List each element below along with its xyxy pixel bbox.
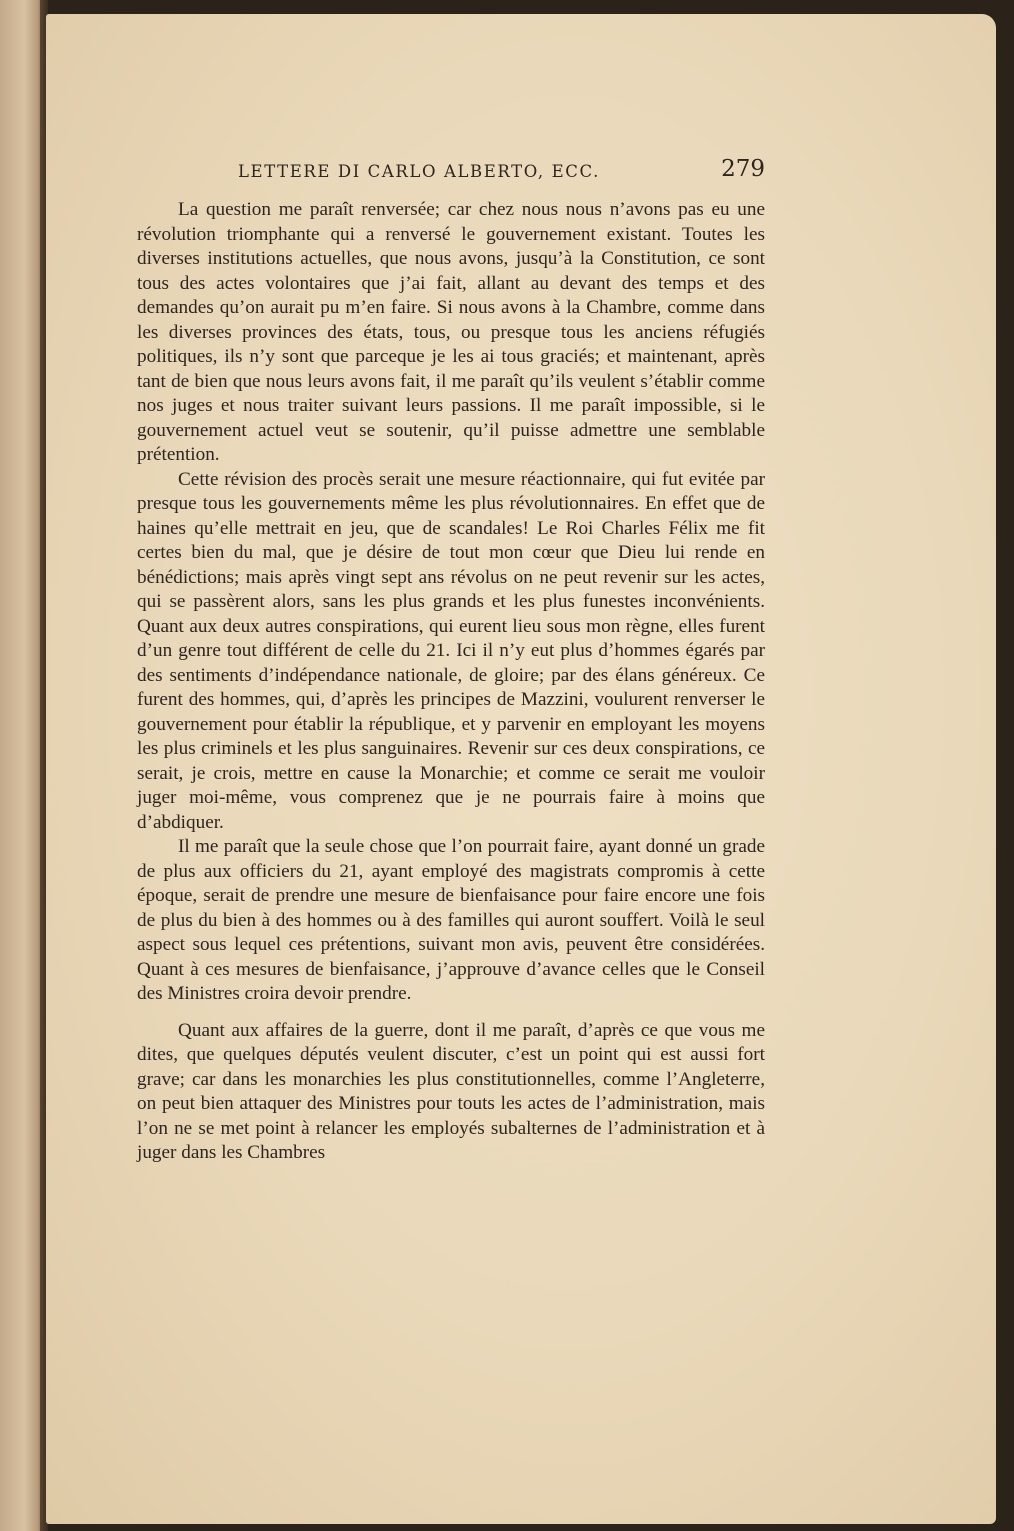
paragraph: La question me paraît renversée; car chez nous nous n’avons pas eu une révolution triomphante qui a renversé le gouvernement existant. Toutes les diverses institutions actuelles, que nous avons, jusqu’à la Constitution, ce sont tous des actes volontaires que j’ai fait, allant au devant des temps et des demandes qu’on aurait pu m’en faire. Si nous avons à la Chambre, comme dans les diverses provinces des états, tous, ou presque tous les anciens réfugiés politiques, ils n’y sont que parceque je les ai tous graciés; et maintenant, après tant de bien que nous leurs avons fait, il me paraît qu’ils veulent s’établir comme nos juges et nous traiter suivant leurs passions. Il me paraît impossible, si le gouvernement actuel veut se soutenir, qu’il puisse admettre une semblable prétention. <box>137 199 765 465</box>
page-header <box>238 154 765 194</box>
paragraph: Cette révision des procès serait une mesure réactionnaire, qui fut evitée par presque tous les gouvernements même les plus révolutionnaires. En effet que de haines qu’elle mettrait en jeu, que de scandales! Le Roi Charles Félix me fit certes bien du mal, que je désire de tout mon cœur que Dieu lui rende en bénédictions; mais après vingt sept ans révolus on ne peut revenir sur les actes, qui se passèrent alors, sans les plus grands et les plus funestes inconvénients. Quant aux deux autres conspirations, qui eurent lieu sous mon règne, elles furent d’un genre tout différent de celle du 21. Ici il n’y eut plus d’hommes égarés par des sentiments d’indépendance nationale, de gloire; par des élans généreux. Ce furent des hommes, qui, d’après les principes de Mazzini, voulurent renverser le gouvernement pour établir la république, et y parvenir en employant les moyens les plus criminels et les plus sanguinaires. Revenir sur ces deux conspirations, ce serait, je crois, mettre en cause la Monarchie; et comme ce serait me vouloir juger moi-même, vous comprenez que je ne pourrais faire à moins que d’abdiquer. <box>137 468 765 833</box>
facing-page-edge <box>0 0 44 1531</box>
paragraph: Il me paraît que la seule chose que l’on pourrait faire, ayant donné un grade de plus aux officiers du 21, ayant employé des magistrats compromis à cette époque, serait de prendre une mesure de bienfaisance pour faire encore une fois de plus du bien à des hommes ou à des familles qui auront souffert. Voilà le seul aspect sous lequel ces prétentions, suivant mon avis, peuvent être considérées. Quant à ces mesures de bienfaisance, j’approuve d’avance celles que le Conseil des Ministres croira devoir prendre. <box>137 836 765 1004</box>
running-title: LETTERE DI CARLO ALBERTO, ECC. <box>238 162 600 181</box>
body-text <box>137 198 765 1166</box>
page-number: 279 <box>721 156 765 182</box>
paragraph: Quant aux affaires de la guerre, dont il me paraît, d’après ce que vous me dites, que quelques députés veulent discuter, c’est un point qui est aussi fort grave; car dans les monarchies les plus constitutionnelles, comme l’Angleterre, on peut bien attaquer des Ministres pour touts les actes de l’administration, mais l’on ne se met point à relancer les employés subalternes de l’administration et à juger dans les Chambres <box>137 1019 765 1163</box>
